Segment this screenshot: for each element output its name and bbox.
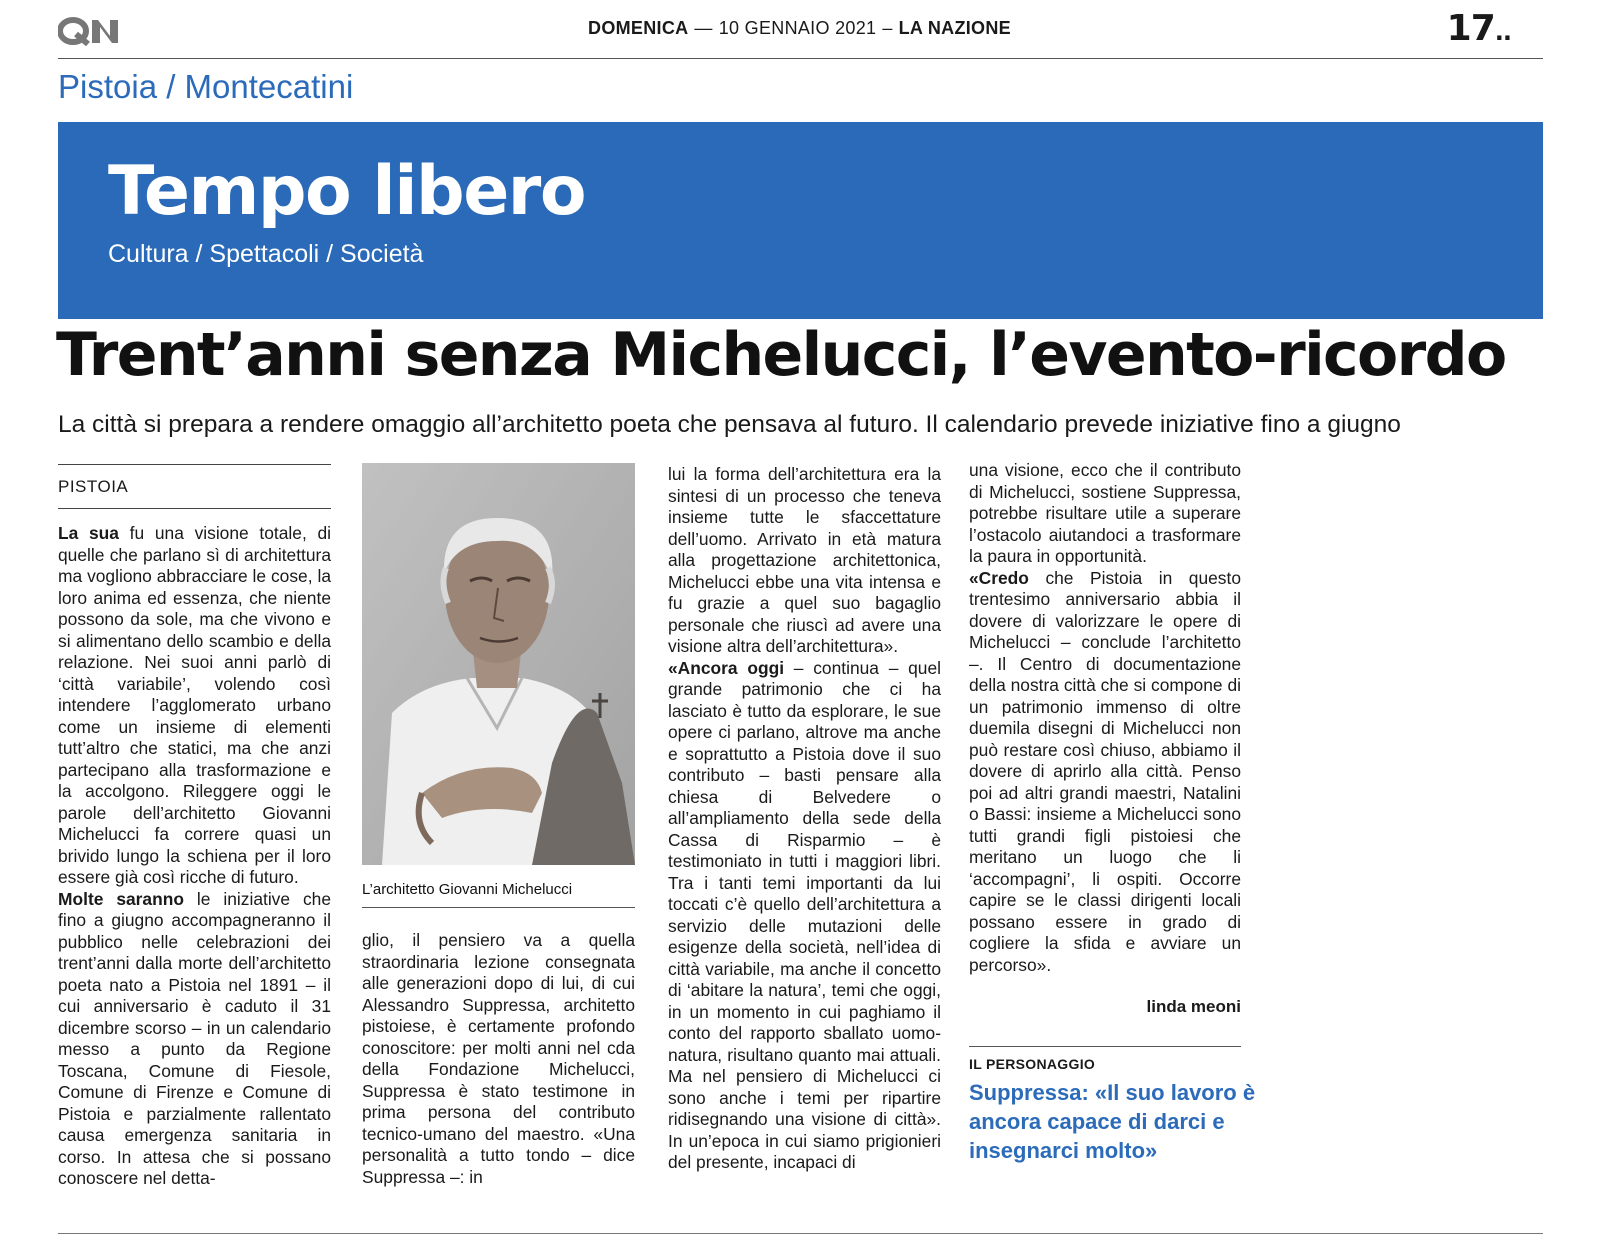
article-column-4: una visione, ecco che il contributo di Michelucci, sostiene Suppressa, potrebbe risultare utile a superare l’ostacolo aiutandoci a trasformare la paura in opportunità. «Credo che Pistoia in questo trentesimo anniversario abbia il dovere di valorizzare le opere di Michelucci – conclude l’architetto –. Il Centro di documentazione della nostra città che si compone di un patrimonio immenso di oltre duemila disegni di Michelucci non può restare così chiuso, abbiamo il dovere di aprirlo alla città. Penso poi ad altri grandi maestri, Natalini o Bassi: insieme a Michelucci sono tutti grandi figli pistoiesi che meritano un luogo che li ‘accompagni’, li ospiti. Occorre capire se le classi dirigenti locali possano essere in grado di cogliere la sfida e avviare un percorso».	[969, 460, 1241, 975]
footer-divider	[58, 1233, 1543, 1234]
article-column-2: glio, il pensiero va a quella straordinaria lezione consegnata alle generazioni dopo di lui, di cui Alessandro Suppressa, architetto pistoiese, è certamente profondo conoscitore: per molti anni nel cda della Fondazione Michelucci, Suppressa è stato testimone in prima persona del contributo tecnico-umano del maestro. «Una personalità a tutto tondo – dice Suppressa –: in	[362, 930, 635, 1187]
architect-portrait-photo	[362, 463, 635, 865]
page-number: 17..	[1446, 8, 1511, 49]
dateline-day: DOMENICA	[588, 18, 689, 38]
photo-caption: L’architetto Giovanni Michelucci	[362, 881, 573, 898]
dateline-paper: LA NAZIONE	[898, 18, 1011, 38]
sidebar-divider	[969, 1046, 1241, 1047]
header-divider	[58, 58, 1543, 59]
banner-title: Tempo libero	[108, 152, 586, 231]
article-summary: La città si prepara a rendere omaggio all’architetto poeta che pensava al futuro. Il calendario prevede iniziative fino a giugno	[58, 411, 1401, 438]
article-location: PISTOIA	[58, 464, 331, 509]
sidebar-title: Suppressa: «Il suo lavoro è ancora capace di darci e insegnarci molto»	[969, 1080, 1256, 1163]
article-column-1: La sua fu una visione totale, di quelle che parlano sì di architettura ma vogliono abbracciare le cose, la loro anima ed essenza, che niente possono da sole, ma che vivono e si alimentano dello scambio e della relazione. Nei suoi anni parlò di ‘città variabile’, volendo così intendere l’agglomerato urbano come un insieme di elementi tutt’altro che statici, ma che anzi partecipano alla trasformazione e la accolgono. Rileggere oggi le parole dell’architetto Giovanni Michelucci fa correre quasi un brivido lungo la schiena per il loro essere già così ricche di futuro. Molte saranno le iniziative che fino a giugno accompagneranno il pubblico nelle celebrazioni dei trent’anni dalla morte dell’architetto poeta nato a Pistoia nel 1891 – il cui anniversario è caduto il 31 dicembre scorso – in un calendario messo a punto da Regione Toscana, Comune di Fiesole, Comune di Firenze e Comune di Pistoia e parzialmente rallentato causa emergenza sanitaria in corso. In attesa che si possano conoscere nel detta-	[58, 523, 332, 1188]
dateline-date: 10 GENNAIO 2021	[718, 18, 877, 38]
article-column-3: lui la forma dell’architettura era la sintesi di un processo che teneva insieme tutte le sfaccettature dell’uomo. Arrivato in età matura alla progettazione architettonica, Michelucci ebbe una vita intensa e fu grazie a quel suo bagaglio personale che riuscì ad avere una visione altra dell’architettura». «Ancora oggi – continua – quel grande patrimonio che ci ha lasciato è tutto da esplorare, le sue opere ci parlano, altrove ma anche e soprattutto a Pistoia dove il suo contributo – basti pensare alla chiesa di Belvedere o all’ampliamento della sede della Cassa di Risparmio – è testimoniato in tutti i maggiori libri. Tra i tanti temi importanti da lui toccati c’è quello dell’architettura a servizio delle mutazioni delle esigenze della società, nell’idea di città variabile, ma anche il concetto di ‘abitare la natura’, temi che oggi, in un momento in cui paghiamo il conto del rapporto sballato uomo-natura, risultano quanto mai attuali. Ma nel pensiero di Michelucci ci sono anche i temi per ripartire ridisegnando una visione di città». In un’epoca in cui siamo prigionieri del presente, incapaci di	[668, 464, 941, 1172]
section-title: Pistoia / Montecatini	[58, 68, 354, 105]
banner-subtitle: Cultura / Spettacoli / Società	[108, 240, 424, 268]
section-banner	[58, 122, 1543, 319]
sidebar-kicker: IL PERSONAGGIO	[969, 1056, 1096, 1072]
caption-divider	[362, 907, 635, 908]
author-signature: linda meoni	[1146, 997, 1241, 1016]
dateline: DOMENICA — 10 GENNAIO 2021 – LA NAZIONE	[588, 18, 1011, 38]
article-headline: Trent’anni senza Michelucci, l’evento-ricordo	[56, 320, 1506, 390]
